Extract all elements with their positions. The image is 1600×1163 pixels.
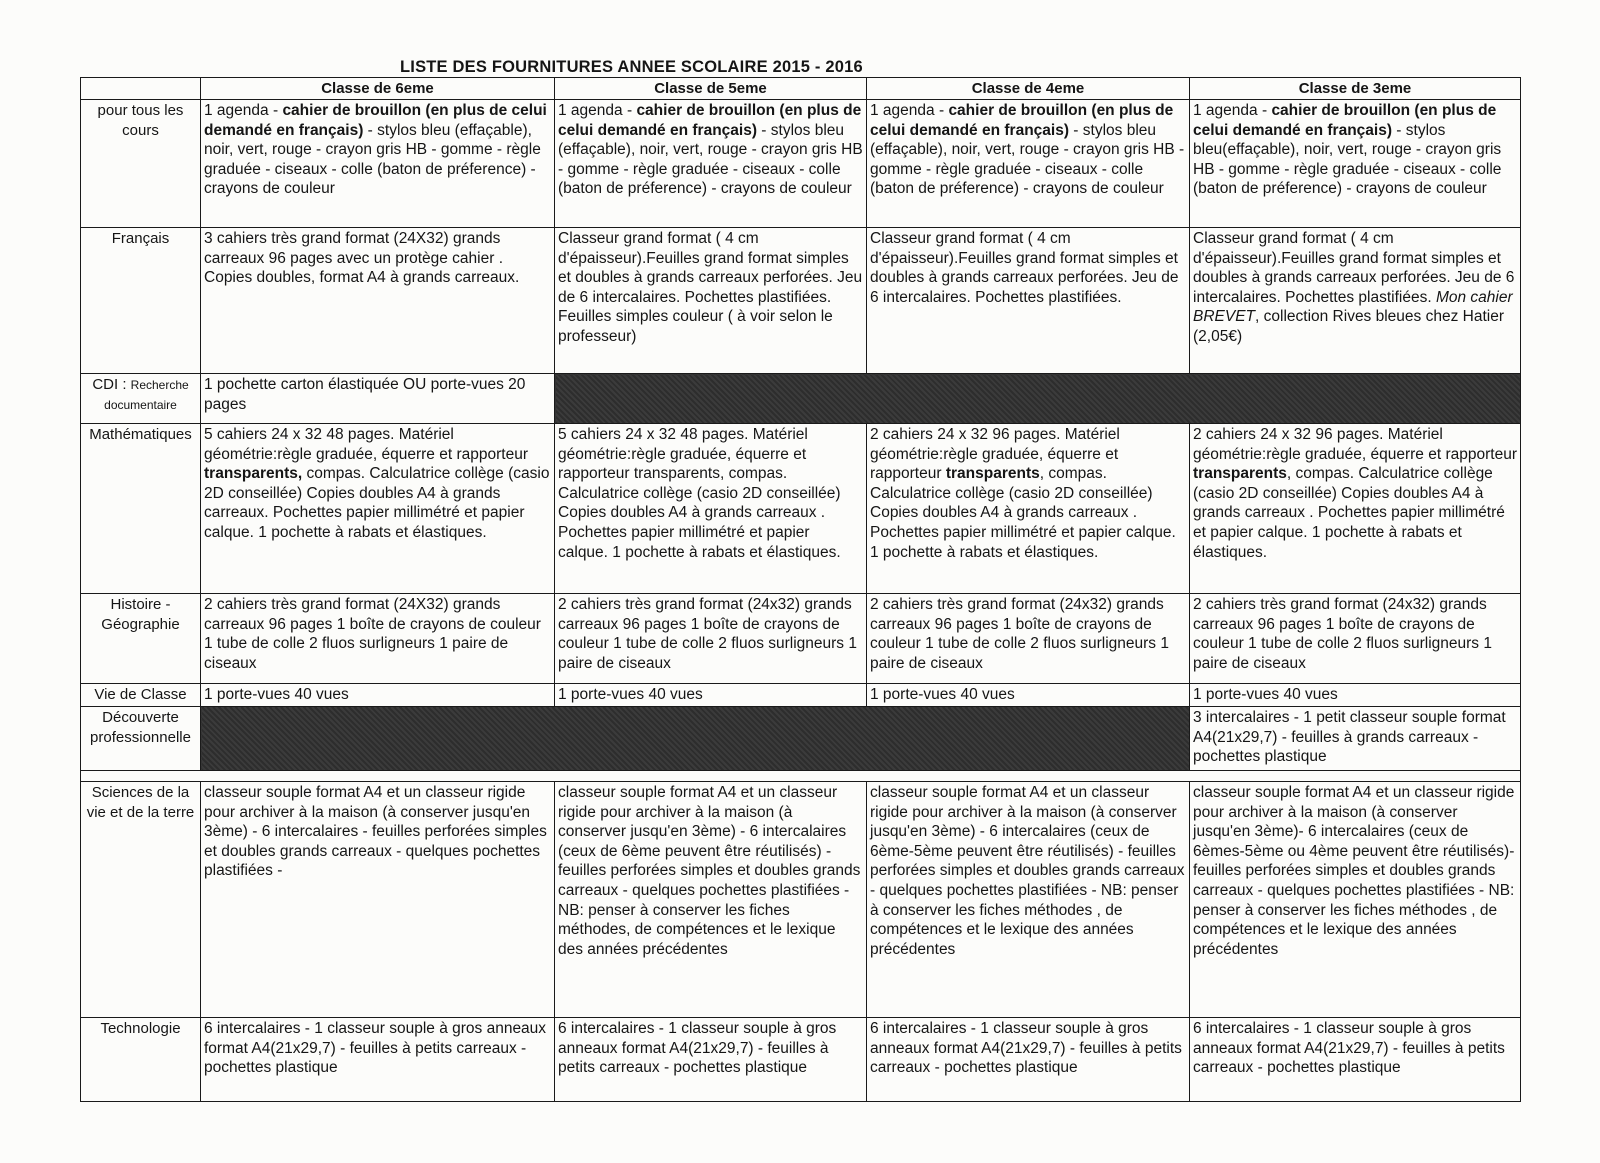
- cell-text: 2 cahiers 24 x 32 96 pages. Matériel géométrie:règle graduée, équerre et rapporteur: [870, 426, 1120, 483]
- cell-5eme: 5 cahiers 24 x 32 48 pages. Matériel géométrie:règle graduée, équerre et rapporteur transparents, compas. Calculatrice collège (casio 2D conseillée) Copies doubles A4 à grands carreaux . Pochettes papier millimétré et papier calque. 1 pochette à rabats et élastiques.: [555, 424, 867, 594]
- subject-label: Français: [81, 228, 201, 374]
- cell-3eme: 1 porte-vues 40 vues: [1190, 684, 1521, 707]
- cell-6eme: 6 intercalaires - 1 classeur souple à gros anneaux format A4(21x29,7) - feuilles à petits carreaux - pochettes plastique: [201, 1018, 555, 1102]
- cell-5eme: [555, 100, 867, 228]
- subject-label: Découverte professionnelle: [81, 707, 201, 771]
- cell-3eme: classeur souple format A4 et un classeur rigide pour archiver à la maison (à conserver jusqu'en 3ème)- 6 intercalaires (ceux de 6èmes-5ème ou 4ème peuvent être réutilisés)- feuilles perforées simples et doubles grands carreaux - quelques pochettes plastifiées - NB: penser à conserver les fiches méthodes , de compétences et le lexique des années précédentes: [1190, 782, 1521, 1018]
- supplies-table: [80, 77, 1521, 1102]
- cell-4eme: 1 porte-vues 40 vues: [867, 684, 1190, 707]
- cell-6eme: 2 cahiers très grand format (24X32) grands carreaux 96 pages 1 boîte de crayons de couleur 1 tube de colle 2 fluos surligneurs 1 paire de ciseaux: [201, 594, 555, 684]
- table-row: [81, 684, 1521, 707]
- cell-text: 1 agenda -: [1193, 102, 1272, 119]
- cell-5eme: 6 intercalaires - 1 classeur souple à gros anneaux format A4(21x29,7) - feuilles à petits carreaux - pochettes plastique: [555, 1018, 867, 1102]
- subject-main: CDI :: [92, 376, 131, 393]
- subject-label: Mathématiques: [81, 424, 201, 594]
- cell-4eme: [867, 100, 1190, 228]
- column-header-6eme: Classe de 6eme: [201, 78, 555, 100]
- cell-text: , compas. Calculatrice collège (casio 2D conseillée) Copies doubles A4 à grands carreaux . Pochettes papier millimétré et papier calque. 1 pochette à rabats et élastiques.: [870, 465, 1176, 561]
- cell-3eme: 6 intercalaires - 1 classeur souple à gros anneaux format A4(21x29,7) - feuilles à petits carreaux - pochettes plastique: [1190, 1018, 1521, 1102]
- shaded-cell: [555, 374, 1521, 424]
- cell-text: - stylos bleu(effaçable), noir, vert, rouge - crayon gris HB - gomme - règle graduée - ciseaux - colle (baton de préference) - crayons de couleur: [1193, 121, 1502, 198]
- cell-6eme: [201, 100, 555, 228]
- cell-5eme: classeur souple format A4 et un classeur rigide pour archiver à la maison (à conserver jusqu'en 3ème) - 6 intercalaires (ceux de 6ème peuvent être réutilisés) - feuilles perforées simples et doubles grands carreaux - quelques pochettes plastifiées - NB: penser à conserver les fiches méthodes, de compétences et le lexique des années précédentes: [555, 782, 867, 1018]
- cell-text: - stylos bleu (effaçable), noir, vert, rouge - crayon gris HB - gomme - règle graduée - ciseaux - colle (baton de préference) - crayons de couleur: [870, 121, 1185, 198]
- cell-text: 1 agenda -: [204, 102, 283, 119]
- cell-text: , compas. Calculatrice collège (casio 2D conseillée) Copies doubles A4 à grands carreaux . Pochettes papier millimétré et papier calque. 1 pochette à rabats et élastiques.: [1193, 465, 1505, 561]
- cell-3eme: [1190, 424, 1521, 594]
- cell-text: 1 agenda -: [870, 102, 949, 119]
- cell-4eme: 2 cahiers très grand format (24x32) grands carreaux 96 pages 1 boîte de crayons de couleur 1 tube de colle 2 fluos surligneurs 1 paire de ciseaux: [867, 594, 1190, 684]
- subject-label: Histoire - Géographie: [81, 594, 201, 684]
- cell-5eme: 1 porte-vues 40 vues: [555, 684, 867, 707]
- cell-4eme: Classeur grand format ( 4 cm d'épaisseur).Feuilles grand format simples et doubles à grands carreaux perforées. Jeu de 6 intercalaires. Pochettes plastifiées.: [867, 228, 1190, 374]
- cell-bold-text: transparents: [945, 465, 1040, 483]
- cell-4eme: 6 intercalaires - 1 classeur souple à gros anneaux format A4(21x29,7) - feuilles à petits carreaux - pochettes plastique: [867, 1018, 1190, 1102]
- subject-label: pour tous les cours: [81, 100, 201, 228]
- table-row: [81, 228, 1521, 374]
- cell-bold-text: cahier de brouillon (en plus de celui demandé en français): [870, 102, 1174, 139]
- cell-text: 2 cahiers 24 x 32 96 pages. Matériel géométrie:règle graduée, équerre et rapporteur: [1193, 426, 1517, 463]
- cell-text: , collection Rives bleues chez Hatier (2,05€): [1193, 308, 1504, 345]
- cell-5eme: 2 cahiers très grand format (24x32) grands carreaux 96 pages 1 boîte de crayons de couleur 1 tube de colle 2 fluos surligneurs 1 paire de ciseaux: [555, 594, 867, 684]
- cell-text: - stylos bleu (effaçable), noir, vert, rouge - crayon gris HB - gomme - règle graduée - ciseaux - colle (baton de préference) - crayons de couleur: [204, 121, 541, 198]
- cell-6eme: [201, 424, 555, 594]
- cell-bold-text: transparents: [1193, 465, 1287, 483]
- shaded-cell: [201, 707, 1190, 771]
- cell-text: Classeur grand format ( 4 cm d'épaisseur).Feuilles grand format simples et doubles à grands carreaux perforées. Jeu de 6 intercalaires. Pochettes plastifiées.: [1193, 230, 1515, 306]
- spacer-row: [81, 771, 1521, 782]
- cell-italic-text: Mon cahier BREVET: [1193, 288, 1513, 326]
- cell-3eme: 2 cahiers très grand format (24x32) grands carreaux 96 pages 1 boîte de crayons de couleur 1 tube de colle 2 fluos surligneurs 1 paire de ciseaux: [1190, 594, 1521, 684]
- table-row: [81, 782, 1521, 1018]
- subject-small: Recherche documentaire: [104, 378, 189, 412]
- cell-bold-text: cahier de brouillon (en plus de celui demandé en français): [558, 102, 862, 139]
- page-title: LISTE DES FOURNITURES ANNEE SCOLAIRE 2015 - 2016: [400, 58, 863, 76]
- cell-5eme: Classeur grand format ( 4 cm d'épaisseur).Feuilles grand format simples et doubles à grands carreaux perforées. Jeu de 6 intercalaires. Pochettes plastifiées. Feuilles simples couleur ( à voir selon le professeur): [555, 228, 867, 374]
- subject-label: [81, 374, 201, 424]
- cell-6eme: 1 porte-vues 40 vues: [201, 684, 555, 707]
- cell-text: 1 agenda -: [558, 102, 637, 119]
- subject-label: Technologie: [81, 1018, 201, 1102]
- column-header-4eme: Classe de 4eme: [867, 78, 1190, 100]
- cell-6eme: 3 cahiers très grand format (24X32) grands carreaux 96 pages avec un protège cahier . Copies doubles, format A4 à grands carreaux.: [201, 228, 555, 374]
- table-row: [81, 707, 1521, 771]
- spacer-cell: [81, 771, 1521, 782]
- cell-4eme: classeur souple format A4 et un classeur rigide pour archiver à la maison (à conserver jusqu'en 3ème) - 6 intercalaires (ceux de 6ème-5ème peuvent être réutilisés) - feuilles perforées simples et doubles grands carreaux - quelques pochettes plastifiées - NB: penser à conserver les fiches méthodes , de compétences et le lexique des années précédentes: [867, 782, 1190, 1018]
- cell-3eme: 3 intercalaires - 1 petit classeur souple format A4(21x29,7) - feuilles à grands carreaux - pochettes plastique: [1190, 707, 1521, 771]
- table-row: [81, 374, 1521, 424]
- cell-bold-text: transparents,: [204, 465, 303, 483]
- cell-6eme: 1 pochette carton élastiquée OU porte-vues 20 pages: [201, 374, 555, 424]
- cell-bold-text: cahier de brouillon (en plus de celui demandé en français): [204, 102, 547, 139]
- table-row: [81, 424, 1521, 594]
- subject-label: Sciences de la vie et de la terre: [81, 782, 201, 1018]
- table-row: [81, 594, 1521, 684]
- table-row: [81, 100, 1521, 228]
- column-header-5eme: Classe de 5eme: [555, 78, 867, 100]
- cell-bold-text: cahier de brouillon (en plus de celui demandé en français): [1193, 102, 1497, 139]
- corner-cell: [81, 78, 201, 100]
- header-row: [81, 78, 1521, 100]
- cell-3eme: [1190, 228, 1521, 374]
- cell-4eme: [867, 424, 1190, 594]
- cell-text: 5 cahiers 24 x 32 48 pages. Matériel géométrie:règle graduée, équerre et rapporteur: [204, 426, 528, 463]
- cell-3eme: [1190, 100, 1521, 228]
- cell-text: compas. Calculatrice collège (casio 2D conseillée) Copies doubles A4 à grands carreaux. Pochettes papier millimétré et papier calque. 1 pochette à rabats et élastiques.: [204, 465, 550, 541]
- cell-text: - stylos bleu (effaçable), noir, vert, rouge - crayon gris HB - gomme - règle graduée - ciseaux - colle (baton de préference) - crayons de couleur: [558, 121, 863, 198]
- table-row: [81, 1018, 1521, 1102]
- subject-label: Vie de Classe: [81, 684, 201, 707]
- cell-6eme: classeur souple format A4 et un classeur rigide pour archiver à la maison (à conserver jusqu'en 3ème) - 6 intercalaires - feuilles perforées simples et doubles grands carreaux - quelques pochettes plastifiées -: [201, 782, 555, 1018]
- column-header-3eme: Classe de 3eme: [1190, 78, 1521, 100]
